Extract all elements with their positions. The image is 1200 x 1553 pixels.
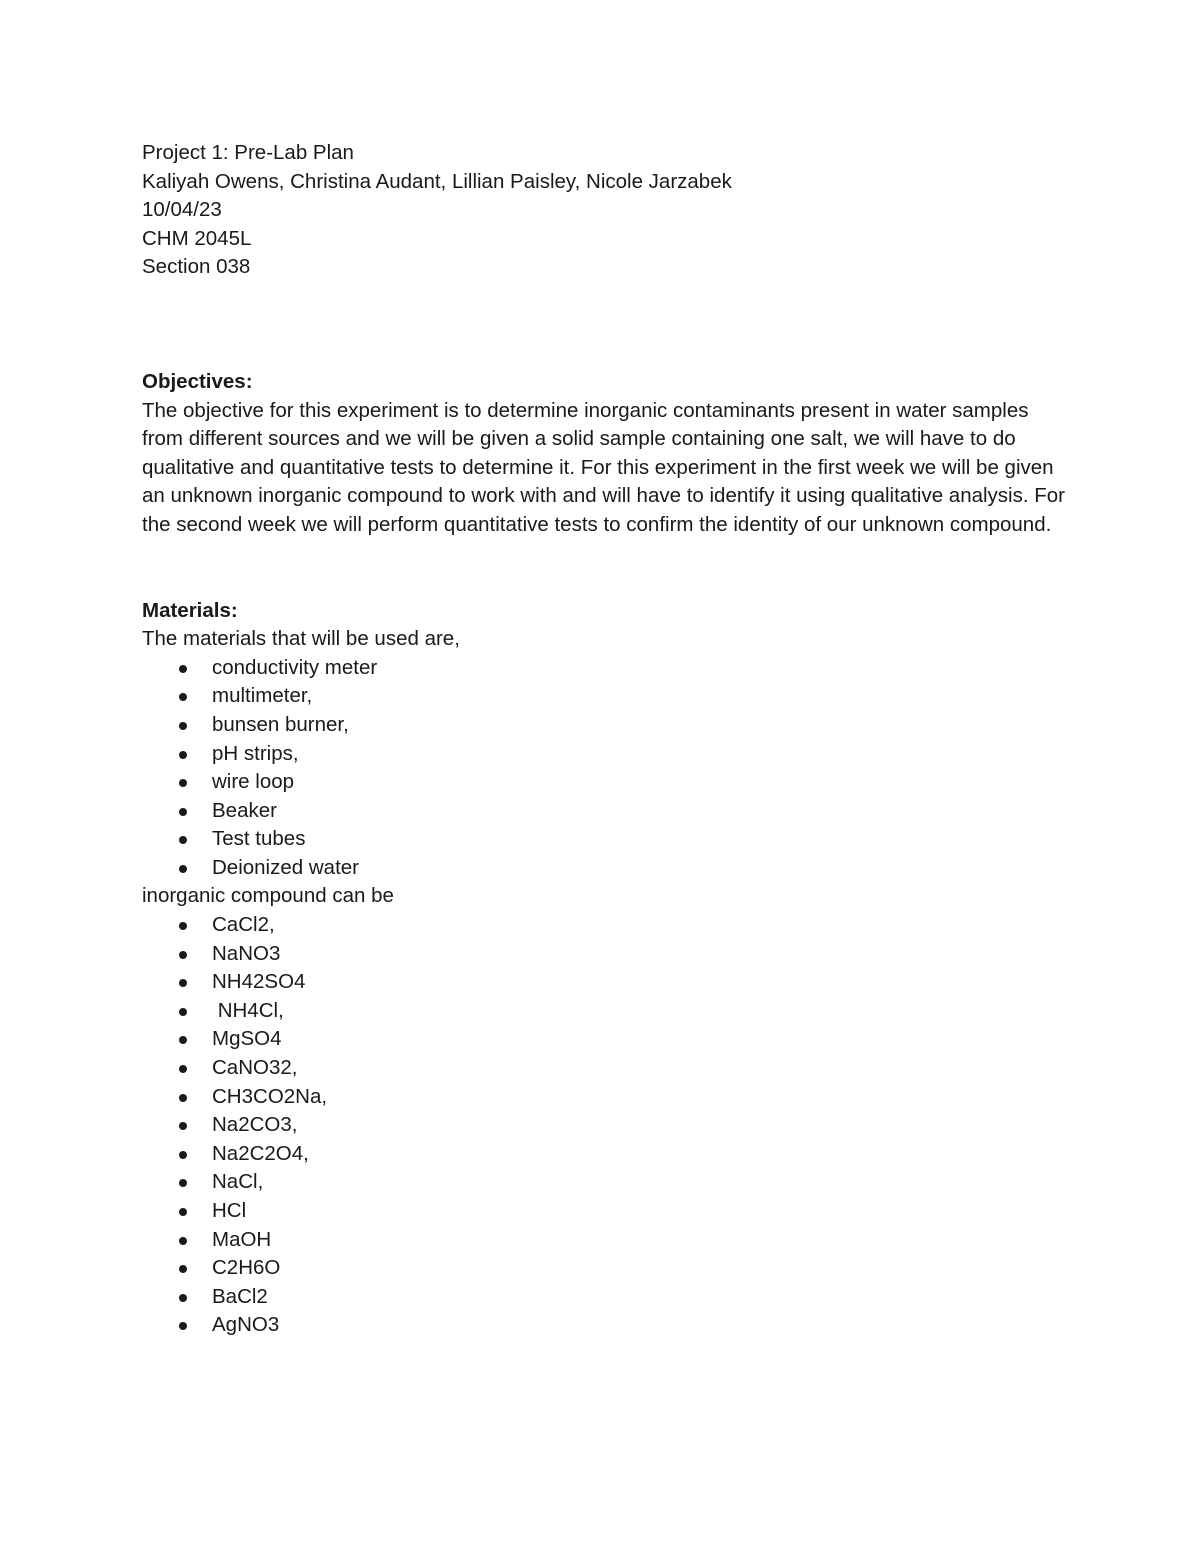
list-item: Deionized water: [142, 854, 1072, 883]
list-item: bunsen burner,: [142, 711, 1072, 740]
bullet-icon: [179, 1094, 187, 1102]
compounds-list: [142, 911, 1072, 1340]
bullet-icon: [179, 951, 187, 959]
list-item: CaCl2,: [142, 911, 1072, 940]
bullet-icon: [179, 1122, 187, 1130]
list-item: BaCl2: [142, 1283, 1072, 1312]
list-item: Test tubes: [142, 825, 1072, 854]
objectives-paragraph: The objective for this experiment is to determine inorganic contaminants present in water samples from different sources and we will be given a solid sample containing one salt, we will have to do qualitative and quantitative tests to determine it. For this experiment in the first week we will be given an unknown inorganic compound to work with and will have to identify it using qualitative analysis. For the second week we will perform quantitative tests to confirm the identity of our unknown compound.: [142, 398, 1066, 536]
bullet-icon: [179, 865, 187, 873]
bullet-icon: [179, 836, 187, 844]
bullet-icon: [179, 979, 187, 987]
list-item: NH42SO4: [142, 968, 1072, 997]
list-item: pH strips,: [142, 740, 1072, 769]
bullet-icon: [179, 665, 187, 673]
author-list: Kaliyah Owens, Christina Audant, Lillian Paisley, Nicole Jarzabek: [142, 169, 732, 193]
objectives-heading: Objectives:: [142, 369, 253, 393]
list-item: Beaker: [142, 797, 1072, 826]
list-item: C2H6O: [142, 1254, 1072, 1283]
list-item: MaOH: [142, 1226, 1072, 1255]
materials-intro: The materials that will be used are,: [142, 627, 460, 651]
document-date: 10/04/23: [142, 198, 222, 222]
list-item: Na2CO3,: [142, 1111, 1072, 1140]
bullet-icon: [179, 693, 187, 701]
bullet-icon: [179, 1265, 187, 1273]
bullet-icon: [179, 1322, 187, 1330]
bullet-icon: [179, 722, 187, 730]
document-page: [142, 139, 1072, 1340]
list-item: conductivity meter: [142, 654, 1072, 683]
list-item: NaNO3: [142, 940, 1072, 969]
materials-heading: Materials:: [142, 598, 238, 622]
list-item: multimeter,: [142, 682, 1072, 711]
list-item: AgNO3: [142, 1311, 1072, 1340]
bullet-icon: [179, 808, 187, 816]
section-number: Section 038: [142, 255, 251, 279]
list-item: Na2C2O4,: [142, 1140, 1072, 1169]
section-spacer: [142, 540, 1072, 597]
bullet-icon: [179, 1008, 187, 1016]
bullet-icon: [179, 1065, 187, 1073]
list-item: CH3CO2Na,: [142, 1083, 1072, 1112]
list-item: NaCl,: [142, 1168, 1072, 1197]
list-item: MgSO4: [142, 1025, 1072, 1054]
bullet-icon: [179, 1208, 187, 1216]
bullet-icon: [179, 1294, 187, 1302]
list-item: CaNO32,: [142, 1054, 1072, 1083]
bullet-icon: [179, 922, 187, 930]
list-item: NH4Cl,: [142, 997, 1072, 1026]
compounds-intro: inorganic compound can be: [142, 884, 394, 908]
bullet-icon: [179, 751, 187, 759]
bullet-icon: [179, 1179, 187, 1187]
list-item: HCl: [142, 1197, 1072, 1226]
bullet-icon: [179, 779, 187, 787]
document-title: Project 1: Pre-Lab Plan: [142, 141, 354, 164]
bullet-icon: [179, 1036, 187, 1044]
course-code: CHM 2045L: [142, 226, 252, 250]
bullet-icon: [179, 1151, 187, 1159]
materials-list: [142, 654, 1072, 883]
bullet-icon: [179, 1237, 187, 1245]
list-item: wire loop: [142, 768, 1072, 797]
header-spacer: [142, 282, 1072, 368]
